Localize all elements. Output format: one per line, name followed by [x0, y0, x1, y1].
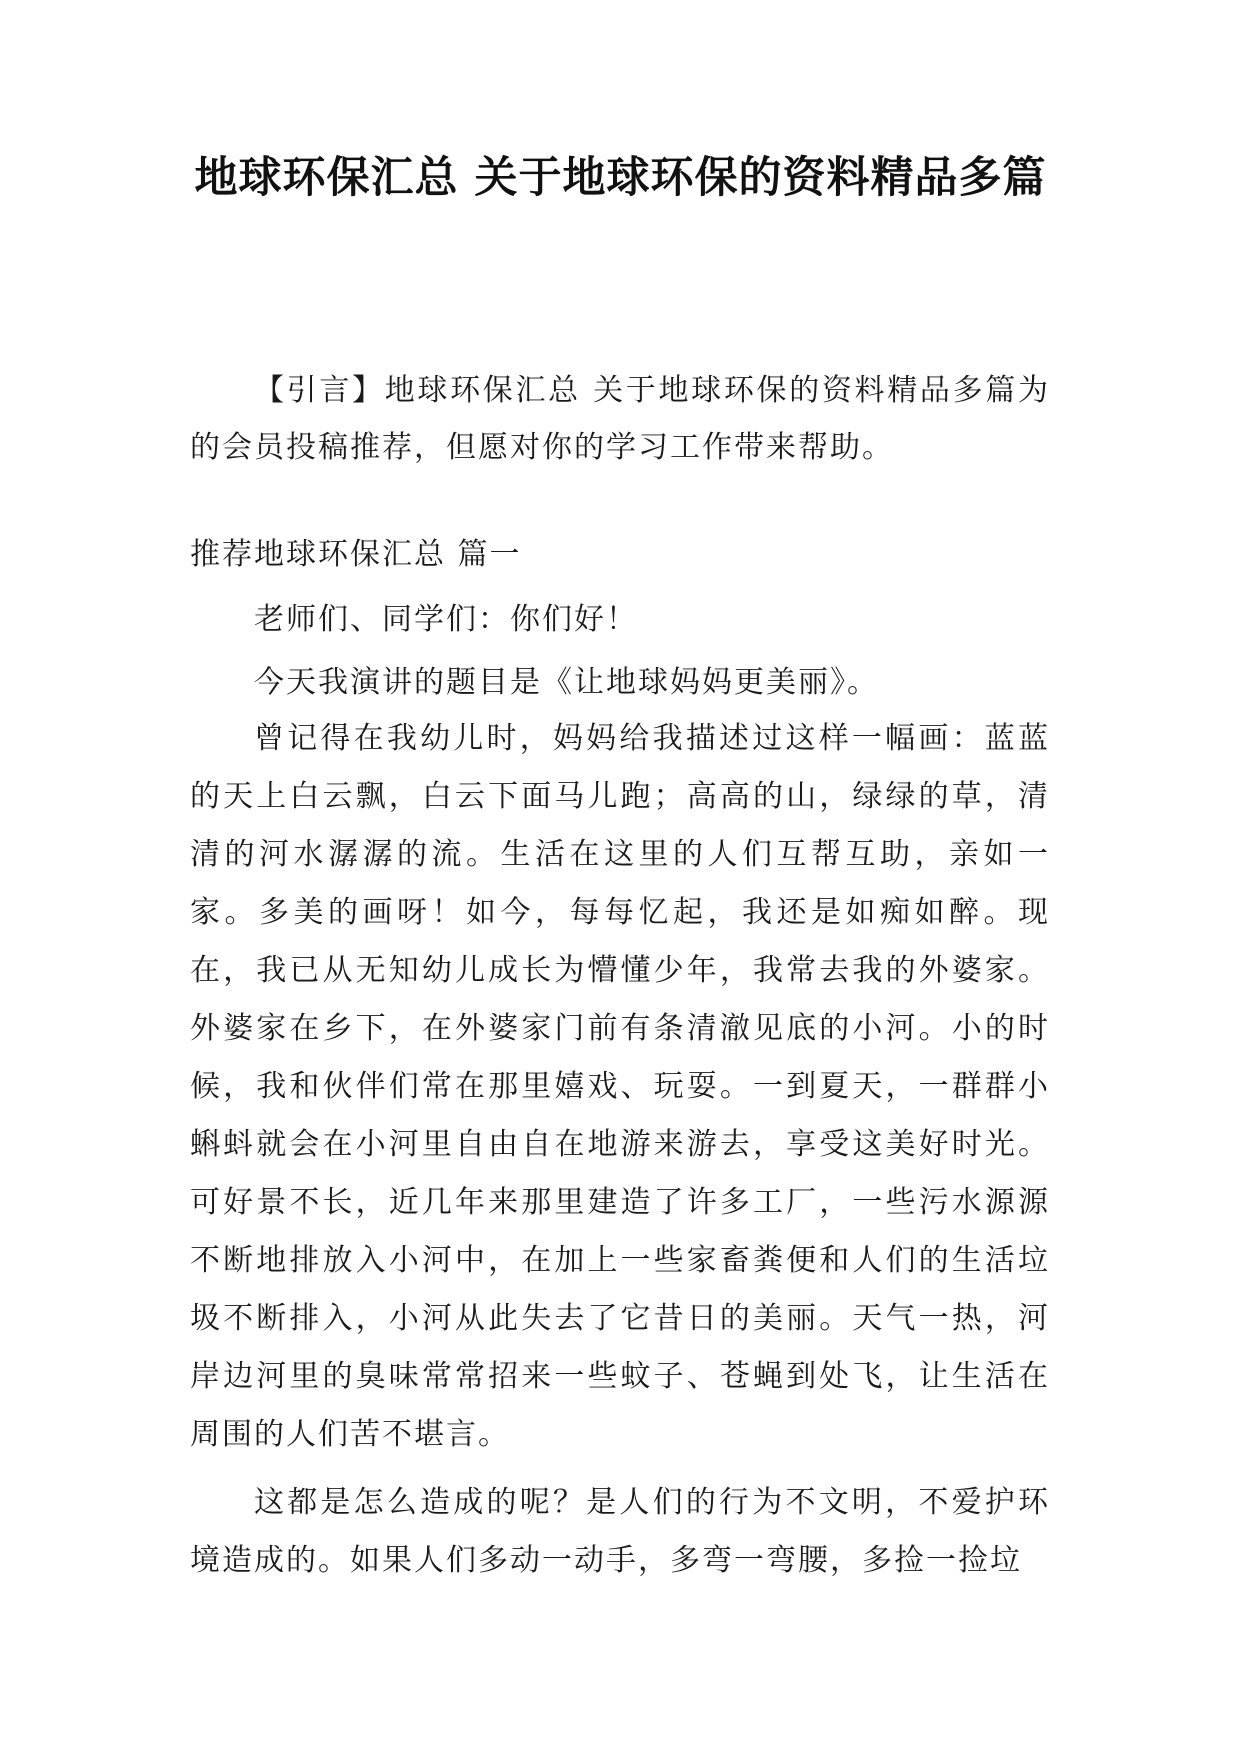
section-heading: 推荐地球环保汇总 篇一 [190, 537, 522, 572]
document-title: 地球环保汇总 关于地球环保的资料精品多篇 [194, 153, 1047, 203]
body-paragraph: 今天我演讲的题目是《让地球妈妈更美丽》。 [254, 665, 879, 700]
body-paragraph: 这都是怎么造成的呢？是人们的行为不文明，不爱护环境造成的。如果人们多动一动手，多弯一弯腰，多捡一捡垃 [190, 1485, 1050, 1578]
body-paragraph: 老师们、同学们：你们好！ [254, 602, 638, 637]
body-paragraph: 曾记得在我幼儿时，妈妈给我描述过这样一幅画：蓝蓝的天上白云飘，白云下面马儿跑；高高的山，绿绿的草，清清的河水潺潺的流。生活在这里的人们互帮互助，亲如一家。多美的画呀！如今，每每忆起，我还是如痴如醉。现在，我已从无知幼儿成长为懵懂少年，我常去我的外婆家。外婆家在乡下，在外婆家门前有条清澈见底的小河。小的时候，我和伙伴们常在那里嬉戏、玩耍。一到夏天，一群群小蝌蚪就会在小河里自由自在地游来游去，享受这美好时光。可好景不长，近几年来那里建造了许多工厂，一些污水源源不断地排放入小河中，在加上一些家畜粪便和人们的生活垃圾不断排入，小河从此失去了它昔日的美丽。天气一热，河岸边河里的臭味常常招来一些蚊子、苍蝇到处飞，让生活在周围的人们苦不堪言。 [190, 721, 1050, 1452]
intro-paragraph: 【引言】地球环保汇总 关于地球环保的资料精品多篇为的会员投稿推荐，但愿对你的学习工作带来帮助。 [190, 373, 1050, 465]
